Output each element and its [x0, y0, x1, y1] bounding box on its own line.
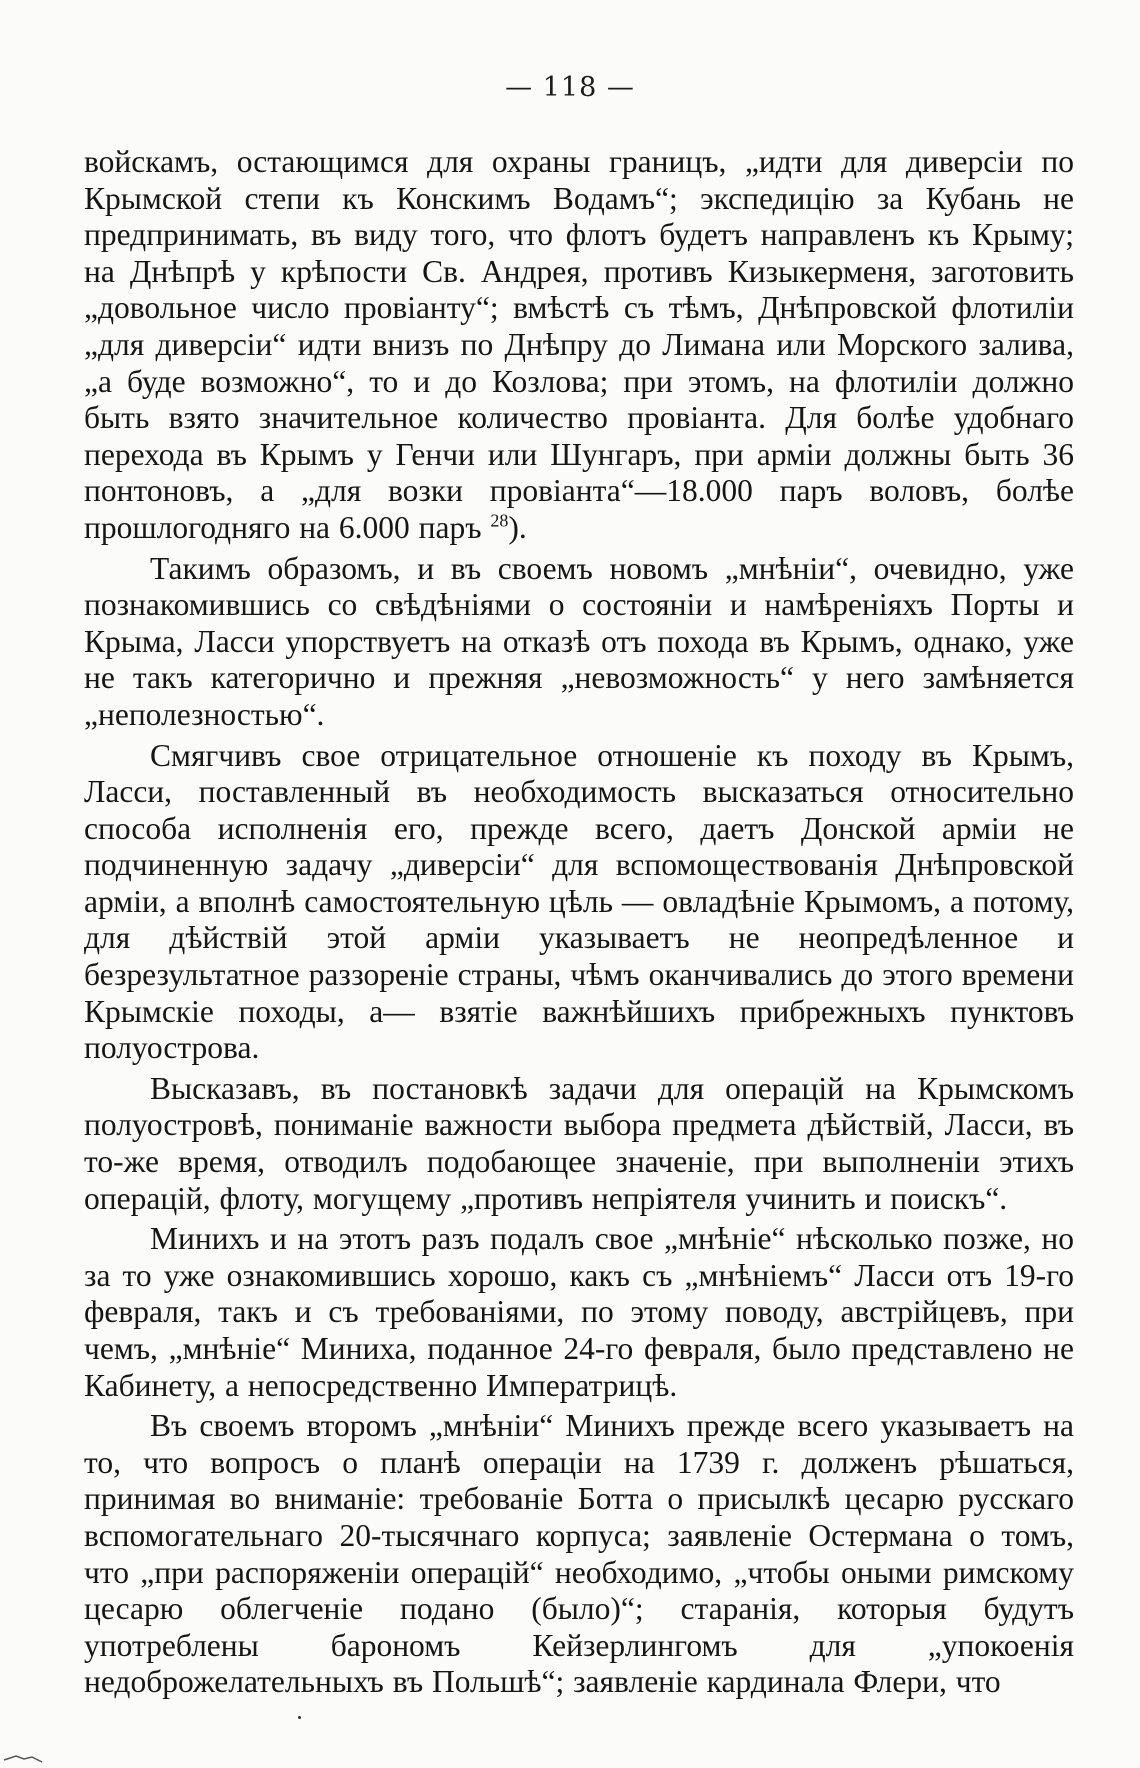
- paragraph-5: Минихъ и на этотъ разъ подалъ свое „мнѣніе“ нѣсколько позже, но за то уже ознакомившись хорошо, какъ съ „мнѣніемъ“ Ласси отъ 19-го февраля, такъ и съ требованіями, по этому поводу, австрійцевъ, при чемъ, „мнѣніе“ Миниха, поданное 24-го февраля, было представлено не Кабинету, а непосредственно Императрицѣ.: [84, 1221, 1074, 1403]
- page-number: — 118 —: [505, 72, 635, 103]
- scan-edge-mark: [2, 1750, 62, 1764]
- paragraph-1-text: войскамъ, остающимся для охраны границъ, „идти для диверсіи по Крымской степи къ Конскимъ Водамъ“; экспедицію за Кубань не предпринимать, въ виду того, что флотъ будетъ направленъ къ Крыму; на Днѣпрѣ у крѣпости Св. Андрея, противъ Кизыкерменя, заготовить „довольное число провіанту“; вмѣстѣ съ тѣмъ, Днѣпровской флотиліи „для диверсіи“ идти внизъ по Днѣпру до Лимана или Морского залива, „а буде возможно“, то и до Козлова; при этомъ, на флотиліи должно быть взято значительное количество провіанта. Для болѣе удобнаго перехода въ Крымъ у Генчи или Шунгаръ, при арміи должны быть 36 понтоновъ, а „для возки провіанта“—18.000 паръ воловъ, болѣе прошлогодняго на 6.000 паръ: [84, 144, 1074, 545]
- paragraph-1: [84, 144, 1074, 547]
- paragraph-2: Такимъ образомъ, и въ своемъ новомъ „мнѣніи“, очевидно, уже познакомившись со свѣдѣніями о состояніи и намѣреніяхъ Порты и Крыма, Ласси упорствуетъ на отказѣ отъ похода въ Крымъ, однако, уже не такъ категорично и прежняя „невозможность“ у него замѣняется „неполезностью“.: [84, 550, 1074, 732]
- paragraph-3: Смягчивъ свое отрицательное отношеніе къ походу въ Крымъ, Ласси, поставленный въ необходимость высказаться относительно способа исполненія его, прежде всего, даетъ Донской арміи не подчиненную задачу „диверсіи“ для вспомоществованія Днѣпровской арміи, а вполнѣ самостоятельную цѣль — овладѣніе Крымомъ, а потому, для дѣйствій этой арміи указываетъ не неопредѣленное и безрезультатное раззореніе страны, чѣмъ оканчивались до этого времени Крымскіе походы, а— взятіе важнѣйшихъ прибрежныхъ пунктовъ полуострова.: [84, 737, 1074, 1066]
- paragraph-6: Въ своемъ второмъ „мнѣніи“ Минихъ прежде всего указываетъ на то, что вопросъ о планѣ операціи на 1739 г. долженъ рѣшаться, принимая во вниманіе: требованіе Ботта о присылкѣ цесарю русскаго вспомогательнаго 20-тысячнаго корпуса; заявленіе Остермана о томъ, что „при распоряженіи операцій“ необходимо, „чтобы оными римскому цесарю облегченіе подано (было)“; старанія, которыя будутъ употреблены барономъ Кейзерлингомъ для „упокоенія недоброжелательныхъ въ Польшѣ“; заявленіе кардинала Флери, что: [84, 1408, 1074, 1700]
- paragraph-1-tail: ).: [508, 509, 527, 545]
- footnote-ref[interactable]: 28: [490, 510, 509, 531]
- body-text: [84, 144, 1074, 1705]
- print-speck: [298, 1716, 301, 1719]
- paragraph-4: Высказавъ, въ постановкѣ задачи для операцій на Крымскомъ полуостровѣ, пониманіе важности выбора предмета дѣйствій, Ласси, въ то-же время, отводилъ подобающее значеніе, при выполненіи этихъ операцій, флоту, могущему „противъ непріятеля учинить и поискъ“.: [84, 1070, 1074, 1216]
